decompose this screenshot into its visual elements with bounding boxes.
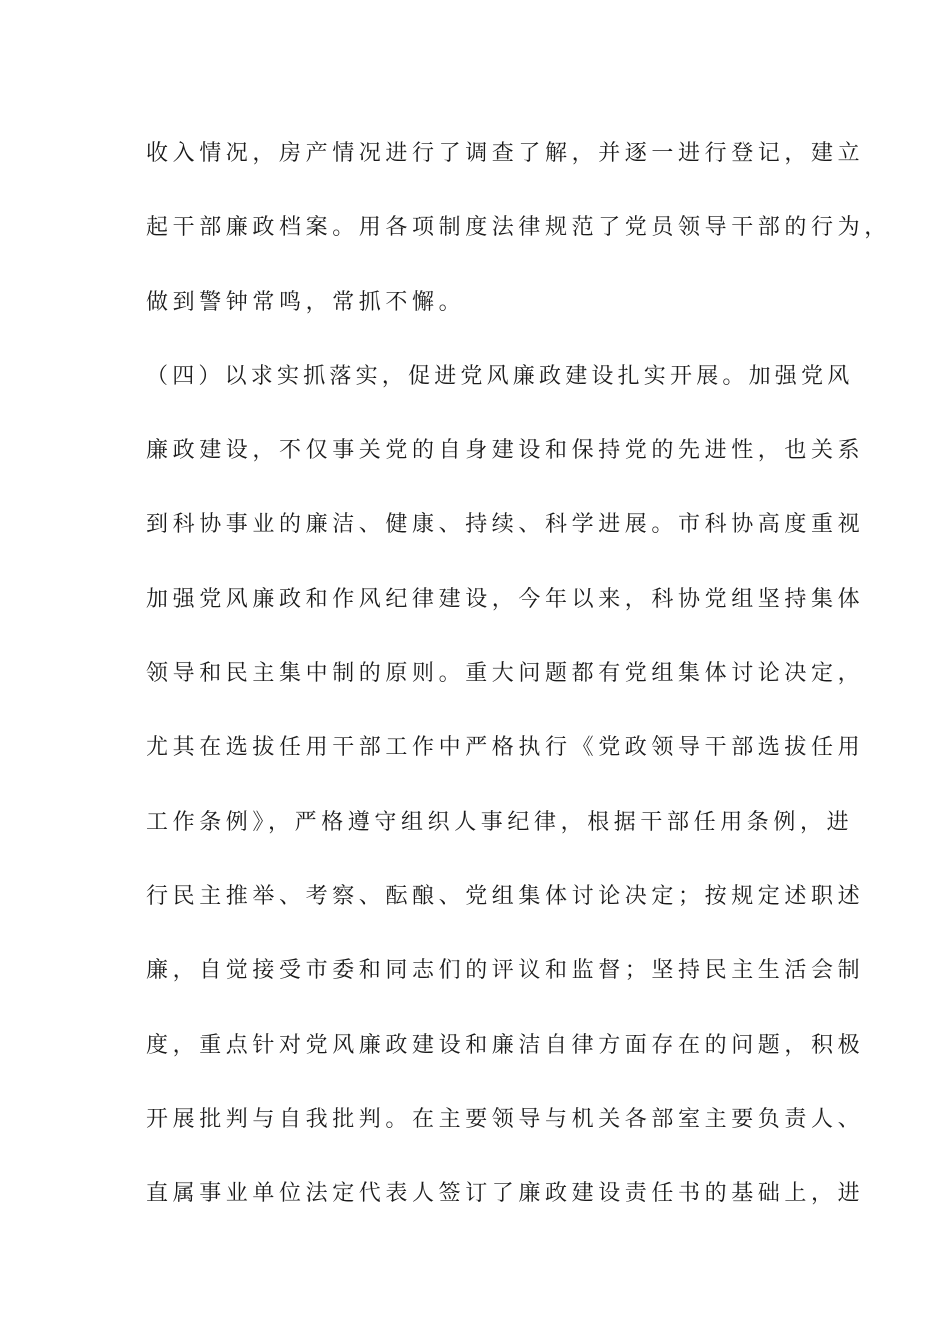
text-line: 尤其在选拔任用干部工作中严格执行《党政领导干部选拔任用 bbox=[146, 735, 865, 761]
body-text bbox=[146, 130, 891, 1244]
text-line: 度，重点针对党风廉政建设和廉洁自律方面存在的问题，积极 bbox=[146, 1032, 865, 1058]
text-line: 领导和民主集中制的原则。重大问题都有党组集体讨论决定， bbox=[146, 661, 865, 687]
text-line: 做到警钟常鸣，常抓不懈。 bbox=[146, 289, 466, 315]
text-line: 工作条例》，严格遵守组织人事纪律，根据干部任用条例，进 bbox=[146, 809, 854, 835]
text-line: 收入情况，房产情况进行了调查了解，并逐一进行登记，建立 bbox=[146, 141, 865, 166]
text-line: 行民主推举、考察、酝酿、党组集体讨论决定；按规定述职述 bbox=[146, 883, 865, 909]
text-line: 廉，自觉接受市委和同志们的评议和监督；坚持民主生活会制 bbox=[146, 958, 865, 984]
text-line: 加强党风廉政和作风纪律建设，今年以来，科协党组坚持集体 bbox=[146, 586, 865, 612]
text-line: 廉政建设，不仅事关党的自身建设和保持党的先进性，也关系 bbox=[146, 438, 865, 464]
text-line: 起干部廉政档案。用各项制度法律规范了党员领导干部的行为， bbox=[146, 215, 891, 241]
text-line: 到科协事业的廉洁、健康、持续、科学进展。市科协高度重视 bbox=[146, 512, 865, 538]
text-line: 直属事业单位法定代表人签订了廉政建设责任书的基础上，进 bbox=[146, 1181, 865, 1207]
text-line: 开展批判与自我批判。在主要领导与机关各部室主要负责人、 bbox=[146, 1106, 865, 1132]
section-heading-line: （四）以求实抓落实，促进党风廉政建设扎实开展。加强党风 bbox=[146, 363, 854, 389]
